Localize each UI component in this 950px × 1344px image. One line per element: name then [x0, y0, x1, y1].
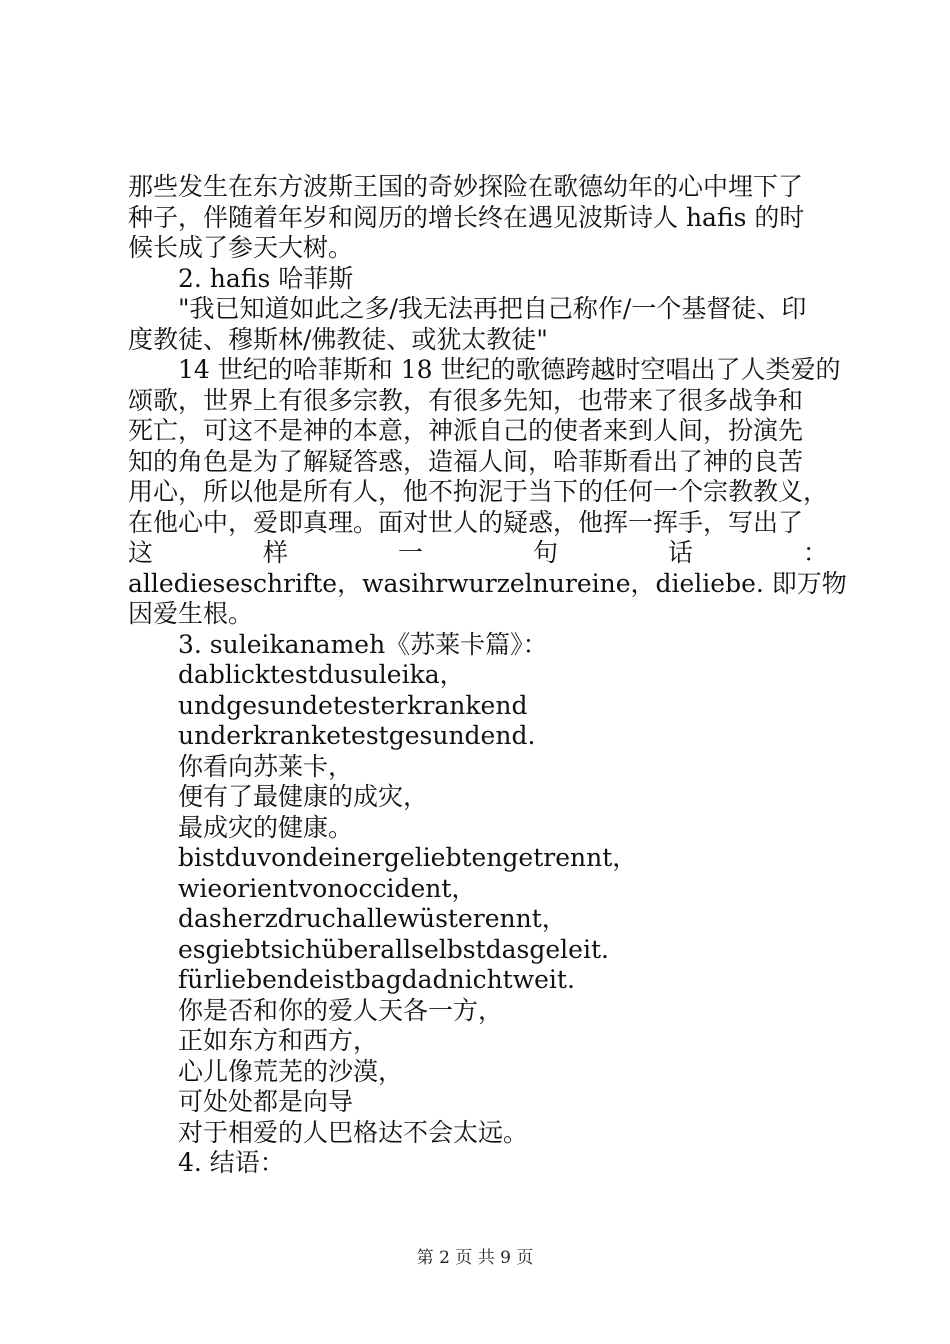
text-line: 用心，所以他是所有人，他不拘泥于当下的任何一个宗教教义， — [128, 477, 829, 506]
text-line: 死亡，可这不是神的本意，神派自己的使者来到人间，扮演先 — [128, 416, 804, 445]
text-line: 因爱生根。 — [128, 599, 254, 628]
quote-line: 度教徒、穆斯林/佛教徒、或犹太教徒" — [128, 324, 548, 354]
section-heading: 3. suleikanameh《苏莱卡篇》： — [178, 629, 548, 659]
poem-line: 对于相爱的人巴格达不会太远。 — [178, 1117, 529, 1147]
text-line: 14 世纪的哈菲斯和 18 世纪的歌德跨越时空唱出了人类爱的 — [178, 355, 841, 384]
poem-line: 正如东方和西方， — [178, 1026, 379, 1055]
poem-line: 你是否和你的爱人天各一方， — [178, 995, 504, 1025]
document-body — [128, 172, 847, 1179]
poem-line: 便有了最健康的成灾， — [178, 782, 429, 811]
text-line: 在他心中，爱即真理。面对世人的疑惑，他挥一挥手，写出了 — [128, 507, 804, 537]
text-line: 候长成了参天大树。 — [128, 233, 354, 262]
poem-line: fürliebendeistbagdadnichtweit. — [178, 965, 575, 994]
poem-line: dablicktestdusuleika， — [178, 660, 465, 689]
poem-line: 最成灾的健康。 — [178, 812, 354, 842]
justified-char: 话 — [667, 538, 693, 567]
justified-char: ： — [802, 538, 828, 567]
text-line: 种子，伴随着年岁和阅历的增长终在遇见波斯诗人 hafis 的时 — [128, 202, 805, 232]
text-line: 那些发生在东方波斯王国的奇妙探险在歌德幼年的心中埋下了 — [128, 172, 804, 201]
poem-line: undgesundetesterkrankend — [178, 690, 528, 720]
justified-char: 一 — [397, 538, 423, 567]
justified-char: 样 — [262, 538, 288, 567]
poem-line: underkranketestgesundend. — [178, 721, 536, 750]
justified-char: 这 — [128, 538, 154, 567]
poem-line: dasherzdruchallewüsterennt， — [178, 904, 567, 933]
justified-line — [128, 538, 828, 569]
quote-line: "我已知道如此之多/我无法再把自己称作/一个基督徒、印 — [178, 294, 807, 323]
poem-line: esgiebtsichüberallselbstdasgeleit. — [178, 934, 609, 964]
poem-line: 你看向苏莱卡， — [178, 751, 354, 781]
section-heading: 4. 结语： — [178, 1148, 285, 1177]
text-line: 知的角色是为了解疑答惑，造福人间，哈菲斯看出了神的良苦 — [128, 446, 804, 476]
poem-line: bistduvondeinergeliebtengetrennt， — [178, 843, 638, 872]
poem-line: wieorientvonoccident， — [178, 873, 477, 903]
section-heading: 2. hafis 哈菲斯 — [178, 263, 354, 293]
text-line: 颂歌，世界上有很多宗教，有很多先知，也带来了很多战争和 — [128, 385, 804, 415]
justified-char: 句 — [532, 538, 558, 567]
poem-line: 可处处都是向导 — [178, 1087, 354, 1116]
page-footer: 第 2 页 共 9 页 — [416, 1248, 534, 1268]
text-line: alledieseschrifte，wasihrwurzelnureine，dieliebe. 即万物 — [128, 568, 847, 598]
poem-line: 心儿像荒芜的沙漠， — [178, 1056, 404, 1086]
